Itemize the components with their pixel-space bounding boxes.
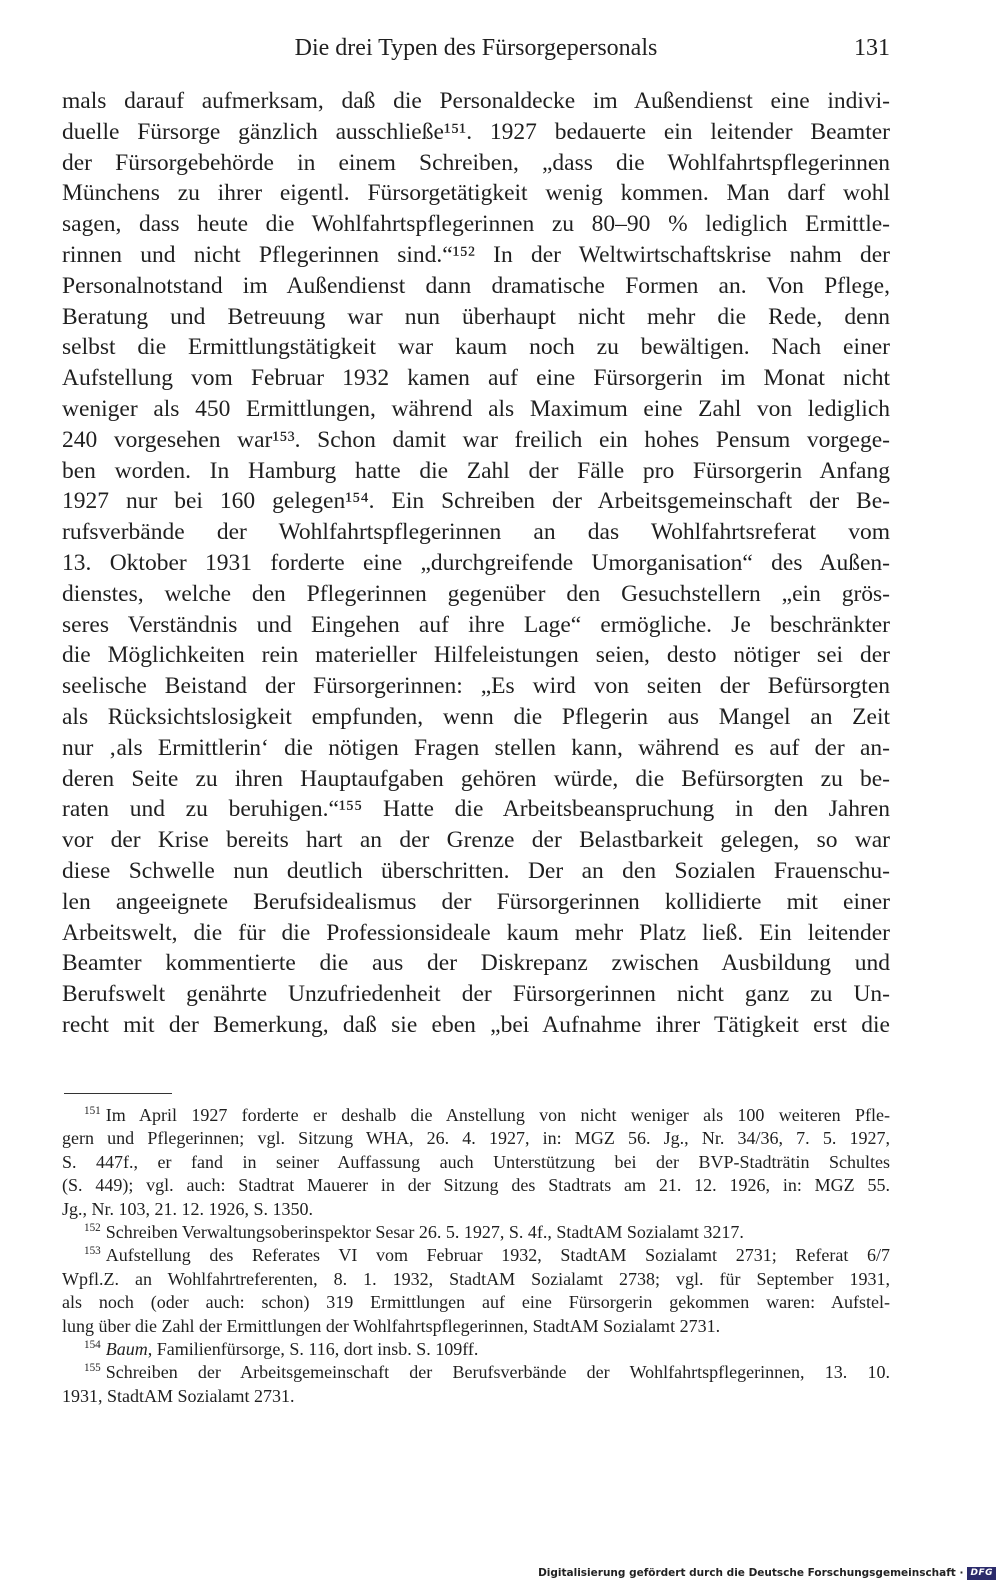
body-line: 1927 nur bei 160 gelegen¹⁵⁴. Ein Schreiben der Arbeitsgemeinschaft der Be-: [62, 488, 890, 515]
footnote-text: Im April 1927 forderte er deshalb die Anstellung von nicht weniger als 100 weiteren Pfle-: [105, 1105, 890, 1125]
body-line: mals darauf aufmerksam, daß die Personaldecke im Außendienst eine indivi-: [62, 88, 890, 114]
body-line: weniger als 450 Ermittlungen, während als Maximum eine Zahl von lediglich: [62, 395, 890, 422]
footnote-text: , Familienfürsorge, S. 116, dort insb. S. 109ff.: [147, 1338, 479, 1359]
body-line: deren Seite zu ihren Hauptaufgaben gehören würde, die Befürsorgten zu be-: [62, 765, 890, 792]
footnote-mark: 154: [84, 1338, 101, 1351]
footnote-mark: 151: [84, 1105, 101, 1117]
body-line: dienstes, welche den Pflegerinnen gegenüber den Gesuchstellern „ein grös-: [62, 580, 890, 607]
page-number: 131: [854, 35, 890, 61]
footnote-152-line: [62, 1221, 890, 1244]
footnote-151-line: Jg., Nr. 103, 21. 12. 1926, S. 1350.: [62, 1198, 314, 1219]
body-line: Personalnotstand im Außendienst dann dramatische Formen an. Von Pflege,: [62, 272, 890, 299]
footnote-155-line: 1931, StadtAM Sozialamt 2731.: [62, 1385, 295, 1406]
body-line: als Rücksichtslosigkeit empfunden, wenn die Pflegerin aus Mangel an Zeit: [62, 703, 890, 730]
body-line: Beratung und Betreuung war nun überhaupt nicht mehr die Rede, denn: [62, 303, 890, 330]
body-line: seelische Beistand der Fürsorgerinnen: „Es wird von seiten der Befürsorgten: [62, 673, 890, 700]
body-line: selbst die Ermittlungstätigkeit war kaum noch zu bewältigen. Nach einer: [62, 334, 890, 361]
body-line: duelle Fürsorge gänzlich ausschließe¹⁵¹. 1927 bedauerte ein leitender Beamter: [62, 118, 890, 145]
body-line: recht mit der Bemerkung, daß sie eben „bei Aufnahme ihrer Tätigkeit erst die: [62, 1011, 890, 1038]
dfg-logo: DFG: [967, 1567, 996, 1580]
body-line: rufsverbände der Wohlfahrtspflegerinnen an das Wohlfahrtsreferat vom: [62, 519, 890, 546]
body-line: Beamter kommentierte die aus der Diskrepanz zwischen Ausbildung und: [62, 950, 890, 977]
footnotes: [62, 1104, 890, 1408]
digitization-credit: [538, 1564, 996, 1582]
footnote-151-line: (S. 449); vgl. auch: Stadtrat Mauerer in der Sitzung des Stadtrats am 21. 12. 1926, in: MGZ 55.: [62, 1175, 890, 1196]
running-header: [62, 28, 890, 68]
body-line: 13. Oktober 1931 forderte eine „durchgreifende Umorganisation“ des Außen-: [62, 549, 890, 576]
footnote-separator: [64, 1093, 172, 1094]
footnote-153-line: [62, 1244, 890, 1267]
body-line: Münchens zu ihrer eigentl. Fürsorgetätigkeit wenig kommen. Man darf wohl: [62, 180, 890, 207]
running-title: Die drei Typen des Fürsorgepersonals: [294, 35, 658, 61]
body-text: [62, 86, 890, 1041]
body-line: seres Verständnis und Eingehen auf ihre Lage“ ermögliche. Je beschränkter: [62, 611, 890, 638]
footnote-mark: 152: [84, 1221, 101, 1234]
body-line: der Fürsorgebehörde in einem Schreiben, „dass die Wohlfahrtspflegerinnen: [62, 149, 890, 176]
body-line: Arbeitswelt, die für die Professionsideale kaum mehr Platz ließ. Ein leitender: [62, 919, 890, 946]
footnote-151-line: S. 447f., er fand in seiner Auffassung auch Unterstützung bei der BVP-Stadträtin Schultes: [62, 1151, 890, 1172]
body-line: rinnen und nicht Pflegerinnen sind.“¹⁵² In der Weltwirtschaftskrise nahm der: [62, 241, 890, 268]
footnote-153-line: Wpfl.Z. an Wohlfahrtreferenten, 8. 1. 1932, StadtAM Sozialamt 2738; vgl. für September 1931,: [62, 1268, 890, 1289]
body-line: ben worden. In Hamburg hatte die Zahl der Fälle pro Fürsorgerin Anfang: [62, 457, 890, 484]
footnote-155-line: [62, 1361, 890, 1384]
footnote-text: Aufstellung des Referates VI vom Februar 1932, StadtAM Sozialamt 2731; Referat 6/7: [105, 1245, 890, 1266]
credit-text: Digitalisierung gefördert durch die Deutsche Forschungsgemeinschaft ·: [538, 1567, 964, 1579]
footnote-151-line: gern und Pflegerinnen; vgl. Sitzung WHA, 26. 4. 1927, in: MGZ 56. Jg., Nr. 34/36, 7. 5. 1927,: [62, 1128, 890, 1149]
footnote-153-line: als noch (oder auch: schon) 319 Ermittlungen auf eine Fürsorgerin gekommen waren: Aufstel-: [62, 1292, 890, 1313]
body-line: nur ‚als Ermittlerin‘ die nötigen Fragen stellen kann, während es auf der an-: [62, 734, 890, 761]
body-line: len angeeignete Berufsidealismus der Fürsorgerinnen kollidierte mit einer: [62, 888, 890, 915]
body-line: diese Schwelle nun deutlich überschritten. Der an den Sozialen Frauenschu-: [62, 857, 890, 884]
footnote-mark: 155: [84, 1362, 101, 1375]
body-line: raten und zu beruhigen.“¹⁵⁵ Hatte die Arbeitsbeanspruchung in den Jahren: [62, 796, 890, 823]
footnote-text: Schreiben Verwaltungsoberinspektor Sesar 26. 5. 1927, S. 4f., StadtAM Sozialamt 3217.: [105, 1221, 744, 1242]
footnote-author: Baum: [105, 1338, 148, 1359]
footnote-mark: 153: [84, 1245, 101, 1258]
body-line: 240 vorgesehen war¹⁵³. Schon damit war freilich ein hohes Pensum vorgege-: [62, 426, 890, 453]
body-line: sagen, dass heute die Wohlfahrtspflegerinnen zu 80–90 % lediglich Ermittle-: [62, 211, 890, 238]
body-line: vor der Krise bereits hart an der Grenze der Belastbarkeit gelegen, so war: [62, 827, 890, 854]
body-line: die Möglichkeiten rein materieller Hilfeleistungen seien, desto nötiger sei der: [62, 642, 890, 669]
footnote-153-line: lung über die Zahl der Ermittlungen der Wohlfahrtspflegerinnen, StadtAM Sozialamt 2731.: [62, 1315, 721, 1336]
footnote-154-line: [62, 1338, 890, 1361]
footnote-text: Schreiben der Arbeitsgemeinschaft der Berufsverbände der Wohlfahrtspflegerinnen, 13. 10.: [105, 1362, 890, 1383]
body-line: Aufstellung vom Februar 1932 kamen auf eine Fürsorgerin im Monat nicht: [62, 365, 890, 392]
body-line: Berufswelt genährte Unzufriedenheit der Fürsorgerinnen nicht ganz zu Un-: [62, 981, 890, 1008]
footnote-151-line: [62, 1104, 890, 1127]
